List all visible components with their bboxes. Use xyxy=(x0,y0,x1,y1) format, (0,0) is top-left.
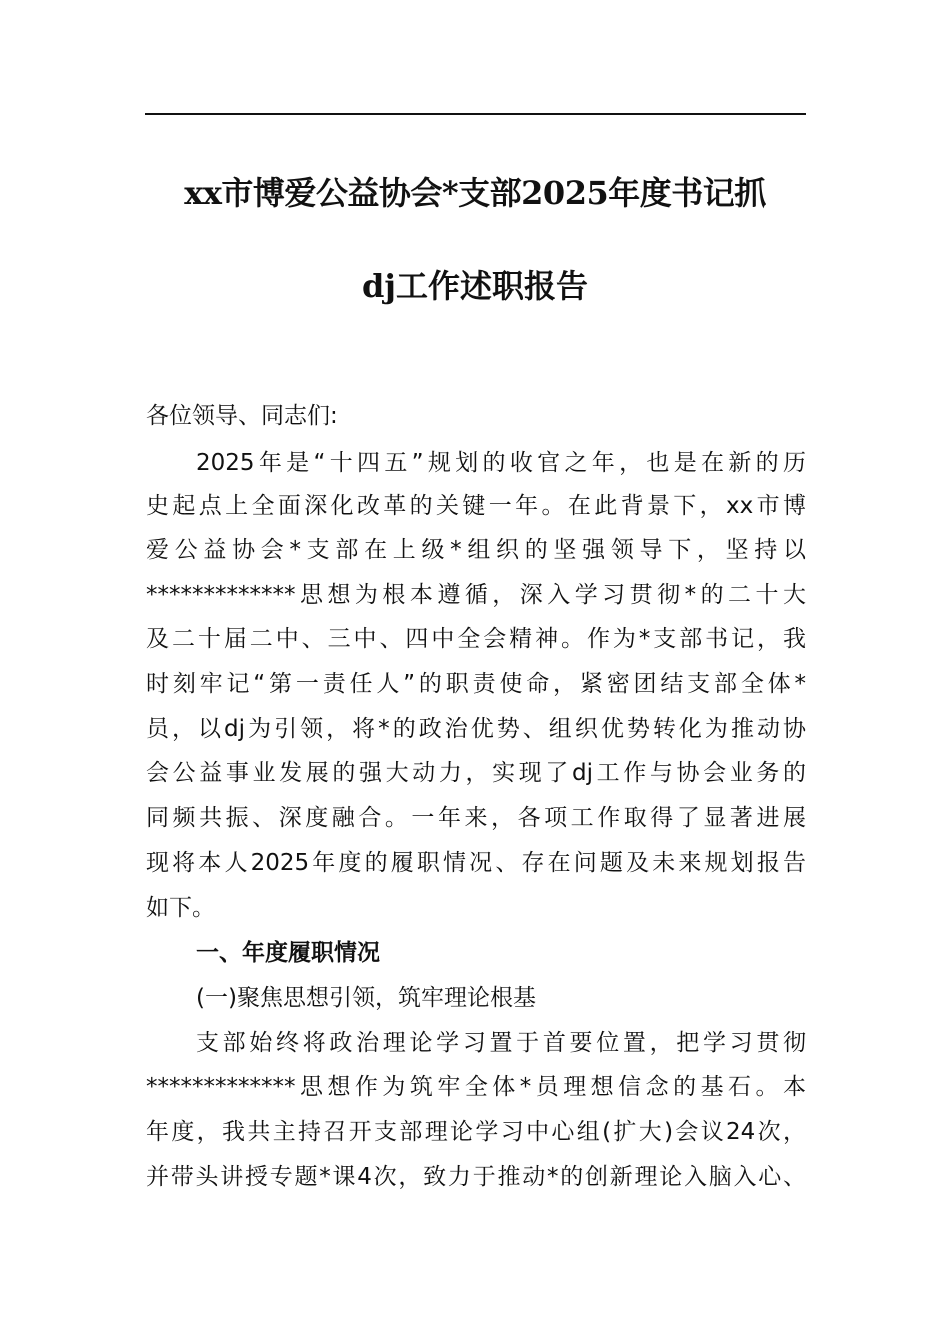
body-line: 年度，我共主持召开支部理论学习中心组(扩大)会议24次， xyxy=(146,1119,806,1145)
intro-line: 如下。 xyxy=(146,895,215,921)
intro-line: 2025年是“十四五”规划的收官之年，也是在新的历 xyxy=(196,450,806,476)
intro-line: 时刻牢记“第一责任人”的职责使命，紧密团结支部全体* xyxy=(146,671,806,697)
section-heading: 一、年度履职情况 xyxy=(196,940,380,966)
subsection-heading: (一)聚焦思想引领，筑牢理论根基 xyxy=(196,985,536,1011)
body-line: 并带头讲授专题*课4次，致力于推动*的创新理论入脑入心、 xyxy=(146,1164,806,1190)
body-line: 支部始终将政治理论学习置于首要位置，把学习贯彻 xyxy=(196,1030,806,1056)
document-title-line-1: xx市博爱公益协会*支部2025年度书记抓 xyxy=(184,174,766,212)
intro-line: 史起点上全面深化改革的关键一年。在此背景下，xx市博 xyxy=(146,493,806,519)
intro-line: 同频共振、深度融合。一年来，各项工作取得了显著进展 xyxy=(146,805,806,831)
salutation: 各位领导、同志们: xyxy=(146,403,338,429)
intro-line: 现将本人2025年度的履职情况、存在问题及未来规划报告 xyxy=(146,850,806,876)
header-rule xyxy=(145,113,806,115)
body-line: *************思想作为筑牢全体*员理想信念的基石。本 xyxy=(146,1074,806,1100)
intro-line: 及二十届二中、三中、四中全会精神。作为*支部书记，我 xyxy=(146,626,806,652)
document-title-line-2: dj工作述职报告 xyxy=(362,267,588,305)
intro-line: 爱公益协会*支部在上级*组织的坚强领导下，坚持以 xyxy=(146,537,806,563)
intro-line: *************思想为根本遵循，深入学习贯彻*的二十大 xyxy=(146,582,806,608)
intro-line: 员，以dj为引领，将*的政治优势、组织优势转化为推动协 xyxy=(146,716,806,742)
intro-line: 会公益事业发展的强大动力，实现了dj工作与协会业务的 xyxy=(146,760,806,786)
